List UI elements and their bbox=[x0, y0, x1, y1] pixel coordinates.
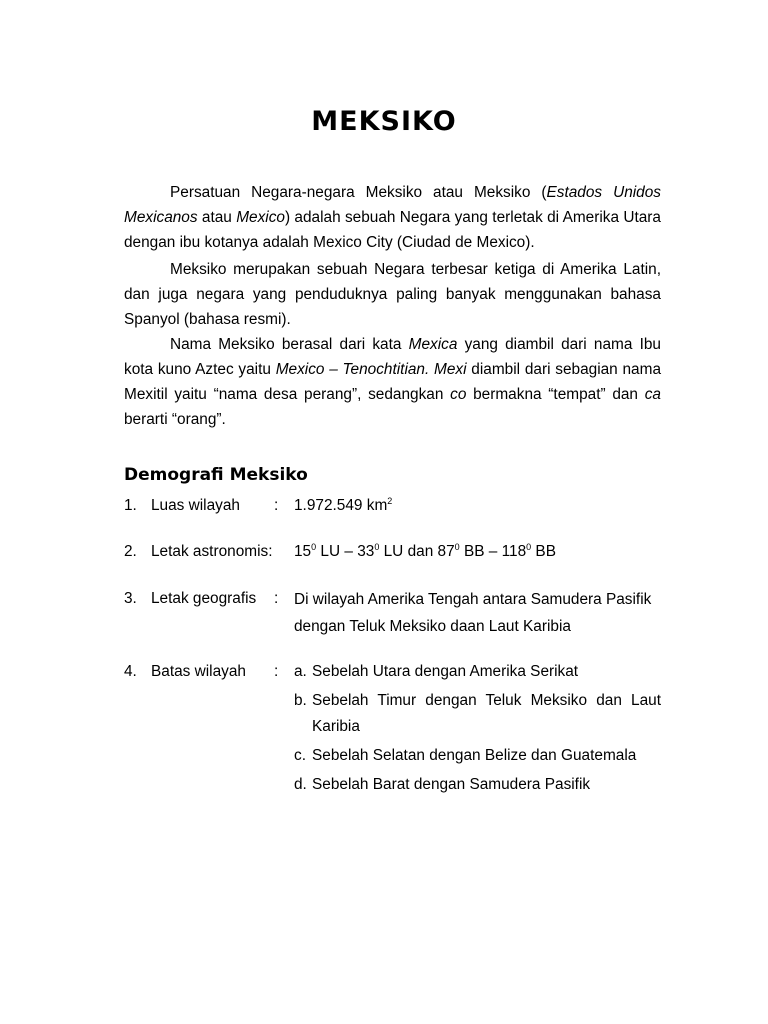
p3-italic-mexica: Mexica bbox=[408, 336, 458, 353]
item-label: Letak astronomis: bbox=[151, 543, 273, 560]
sub-text: Sebelah Barat dengan Samudera Pasifik bbox=[312, 776, 591, 793]
item-value bbox=[294, 493, 661, 519]
p3-italic-ca: ca bbox=[644, 386, 661, 403]
item-number: 2. bbox=[124, 543, 137, 560]
item-label: Letak geografis bbox=[151, 590, 257, 607]
p3-text-g: bermakna “tempat” dan bbox=[466, 386, 645, 403]
item-number: 3. bbox=[124, 590, 137, 607]
sublist-item bbox=[294, 688, 661, 740]
paragraph-2 bbox=[124, 257, 661, 332]
p1-text-c: atau bbox=[197, 209, 237, 226]
p3-text-i: berarti “orang”. bbox=[124, 411, 226, 428]
p2-text: Meksiko merupakan sebuah Negara terbesar ketiga di Amerika Latin, dan juga negara yang penduduknya paling banyak menggunakan bahasa Spanyol (bahasa resmi). bbox=[124, 261, 661, 328]
page-title: MEKSIKO bbox=[311, 106, 457, 137]
p1-italic-mexico: Mexico bbox=[236, 209, 285, 226]
item-label: Batas wilayah bbox=[151, 663, 246, 680]
p3-italic-tenochtitian: Mexico – Tenochtitian. Mexi bbox=[275, 361, 467, 378]
p3-italic-co: co bbox=[450, 386, 467, 403]
sublist-item bbox=[294, 659, 661, 685]
coord-part: LU dan 87 bbox=[379, 543, 455, 560]
item-label: Luas wilayah bbox=[151, 497, 240, 514]
item-colon: : bbox=[274, 663, 279, 680]
p3-text-c: yang diambil dari nama Ibu kota kuno Aztec yaitu bbox=[124, 336, 661, 378]
sub-letter: d. bbox=[294, 776, 307, 793]
paragraph-3 bbox=[124, 332, 661, 432]
coord-part: BB bbox=[531, 543, 556, 560]
coord-part: 15 bbox=[294, 543, 312, 560]
sublist-item bbox=[294, 743, 661, 769]
degree-sup: 0 bbox=[374, 542, 380, 552]
degree-sup: 0 bbox=[311, 542, 317, 552]
p3-text-a: Nama Meksiko berasal dari kata bbox=[170, 336, 409, 353]
section-heading: Demografi Meksiko bbox=[124, 465, 308, 485]
item-number: 4. bbox=[124, 663, 137, 680]
item-colon: : bbox=[274, 590, 279, 607]
p1-text-e: ) adalah sebuah Negara yang terletak di Amerika Utara dengan ibu kotanya adalah Mexico City (Ciudad de Mexico). bbox=[124, 209, 661, 251]
coord-part: LU – 33 bbox=[316, 543, 375, 560]
area-superscript: 2 bbox=[387, 496, 393, 506]
sub-letter: c. bbox=[294, 747, 306, 764]
sub-text: Sebelah Selatan dengan Belize dan Guatemala bbox=[312, 747, 637, 764]
p3-text-e: diambil dari sebagian nama Mexitil yaitu “nama desa perang”, sedangkan bbox=[124, 361, 661, 403]
border-sublist bbox=[294, 659, 661, 801]
coord-part: BB – 118 bbox=[459, 543, 527, 560]
paragraph-1 bbox=[124, 180, 661, 255]
area-value: 1.972.549 km bbox=[294, 497, 388, 514]
sub-letter: b. bbox=[294, 692, 307, 709]
item-value: Di wilayah Amerika Tengah antara Samudera Pasifik dengan Teluk Meksiko daan Laut Karibia bbox=[294, 591, 652, 635]
p1-text-a: Persatuan Negara-negara Meksiko atau Meksiko ( bbox=[170, 184, 547, 201]
degree-sup: 0 bbox=[526, 542, 532, 552]
item-number: 1. bbox=[124, 497, 137, 514]
degree-sup: 0 bbox=[454, 542, 460, 552]
item-colon: : bbox=[274, 497, 279, 514]
sub-text: Sebelah Utara dengan Amerika Serikat bbox=[312, 663, 579, 680]
p1-italic-official-name: Estados Unidos Mexicanos bbox=[124, 184, 661, 226]
item-value bbox=[294, 539, 661, 565]
sub-letter: a. bbox=[294, 663, 307, 680]
sublist-item bbox=[294, 772, 661, 798]
sub-text: Sebelah Timur dengan Teluk Meksiko dan Laut Karibia bbox=[312, 692, 661, 735]
